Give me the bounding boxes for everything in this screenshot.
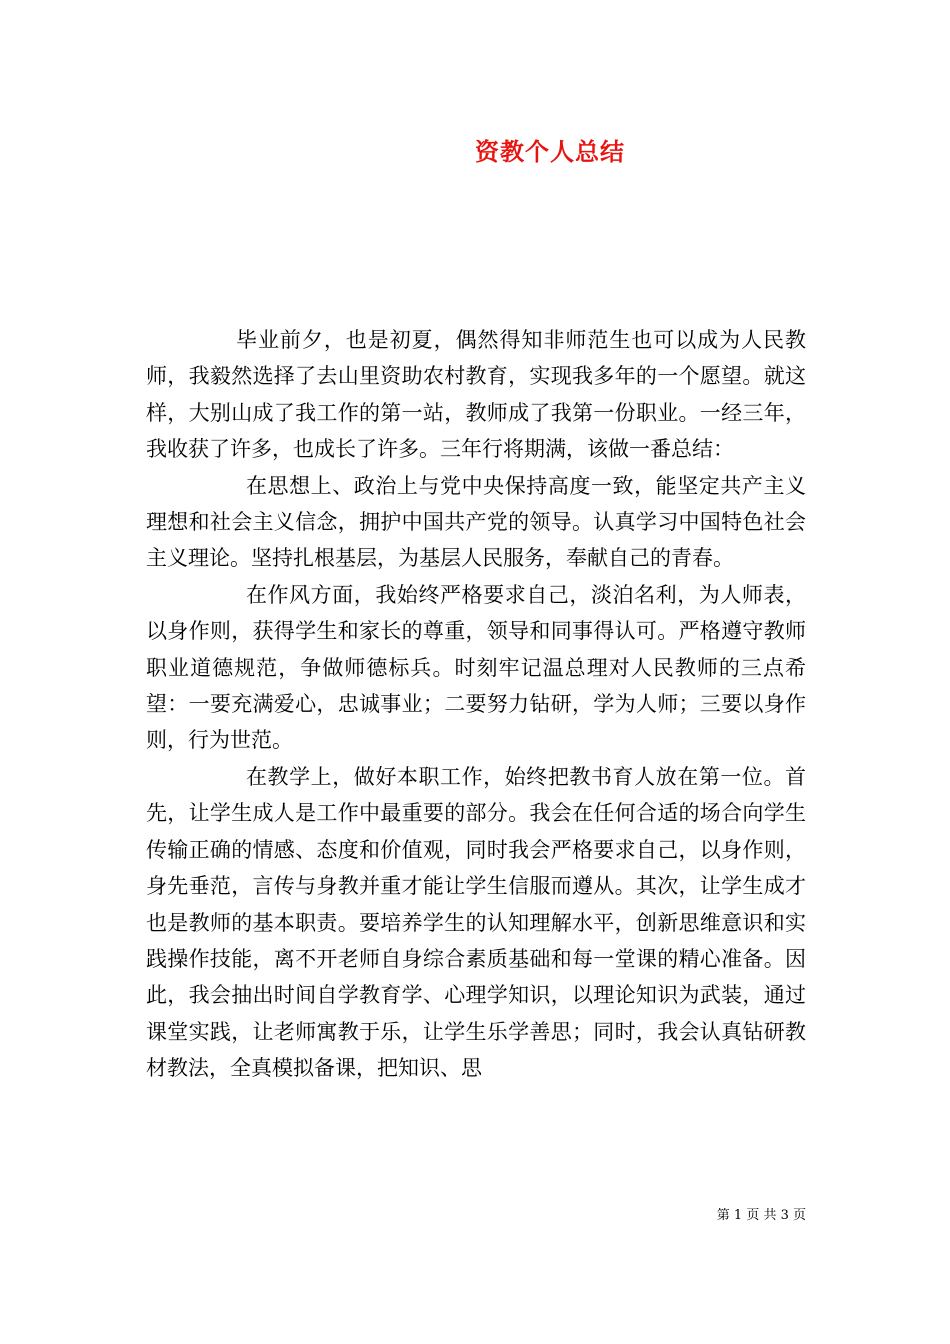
paragraph-teaching: 在教学上，做好本职工作，始终把教书育人放在第一位。首先，让学生成人是工作中最重要的部分。我会在任何合适的场合向学生传输正确的情感、态度和价值观，同时我会严格要求自己，以身作则，身先垂范，言传与身教并重才能让学生信服而遵从。其次，让学生成才也是教师的基本职责。要培养学生的认知理解水平，创新思维意识和实践操作技能，离不开老师自身综合素质基础和每一堂课的精心准备。因此，我会抽出时间自学教育学、心理学知识，以理论知识为武装，通过课堂实践，让老师寓教于乐，让学生乐学善思；同时，我会认真钻研教材教法，全真模拟备课，把知识、思 <box>146 764 806 1081</box>
paragraph-conduct: 在作风方面，我始终严格要求自己，淡泊名利，为人师表，以身作则，获得学生和家长的尊重，领导和同事得认可。严格遵守教师职业道德规范，争做师德标兵。时刻牢记温总理对人民教师的三点希望：一要充满爱心，忠诚事业；二要努力钻研，学为人师；三要以身作则，行为世范。 <box>146 582 806 753</box>
paragraph-ideology: 在思想上、政治上与党中央保持高度一致，能坚定共产主义理想和社会主义信念，拥护中国共产党的领导。认真学习中国特色社会主义理论。坚持扎根基层，为基层人民服务，奉献自己的青春。 <box>146 473 806 571</box>
page-number-footer: 第 1 页 共 3 页 <box>716 1208 806 1223</box>
document-body <box>146 322 806 1087</box>
paragraph-intro: 毕业前夕，也是初夏，偶然得知非师范生也可以成为人民教师，我毅然选择了去山里资助农村教育，实现我多年的一个愿望。就这样，大别山成了我工作的第一站，教师成了我第一份职业。一经三年，我收获了许多，也成长了许多。三年行将期满，该做一番总结： <box>146 328 806 462</box>
document-title: 资教个人总结 <box>475 137 625 166</box>
